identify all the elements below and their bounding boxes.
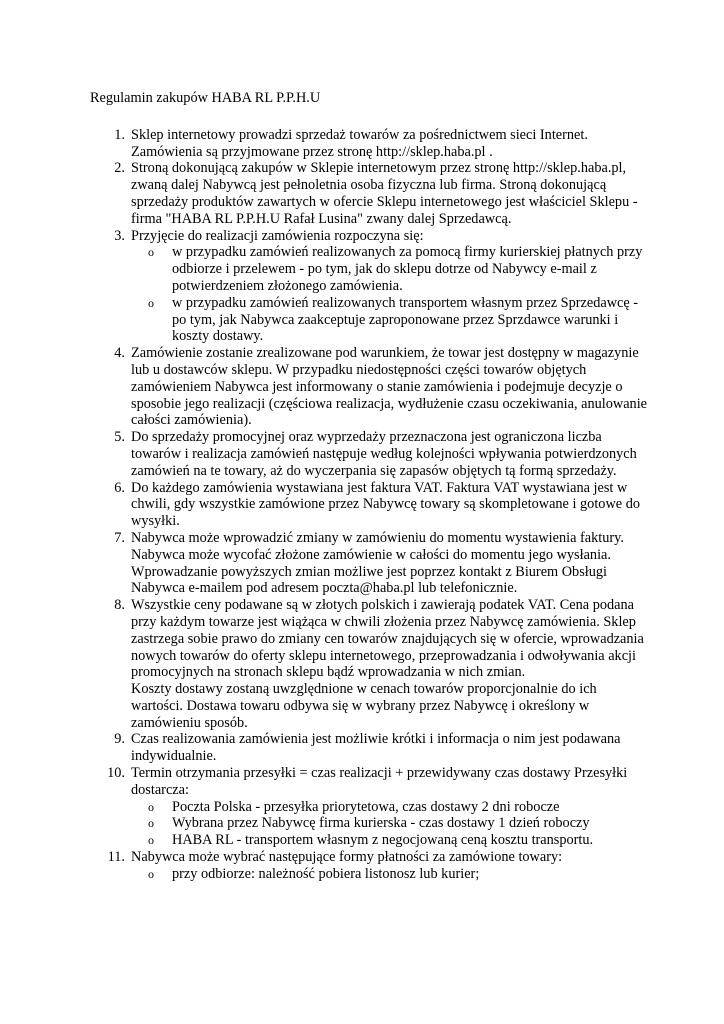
list-item — [114, 227, 650, 346]
list-item-number: 11. — [107, 849, 125, 866]
list-item-text: Termin otrzymania przesyłki = czas realizacji + przewidywany czas dostawy Przesyłki dostarcza: — [131, 765, 628, 798]
circle-bullet-icon: o — [148, 799, 154, 814]
list-item — [114, 160, 650, 227]
sub-list-item — [148, 815, 650, 832]
sub-list — [131, 799, 650, 849]
list-item-text: Nabywca może wprowadzić zmiany w zamówieniu do momentu wystawienia faktury. Nabywca może wycofać złożone zamówienie w całości do momentu jego wysłania. Wprowadzanie powyższych zmian możliwe jest poprzez kontakt z Biurem Obsługi Nabywca e-mailem pod adresem poczta@haba.pl lub telefonicznie. — [131, 529, 624, 597]
sub-list-item — [148, 244, 650, 294]
list-item-number: 6. — [114, 479, 125, 496]
sub-list-item-text: Wybrana przez Nabywcę firma kurierska - czas dostawy 1 dzień roboczy — [172, 815, 590, 832]
sub-list — [131, 866, 650, 883]
regulations-list — [90, 127, 650, 883]
sub-list — [131, 244, 650, 345]
list-item-text: Wszystkie ceny podawane są w złotych polskich i zawierają podatek VAT. Cena podana przy każdym towarze jest wiążąca w chwili złożenia przez Nabywcę zamówienia. Sklep zastrzega sobie prawo do zmiany cen towarów znajdujących się w ofercie, wprowadzania nowych towarów do oferty sklepu internetowego, przeprowadzania i odwoływania akcji promocyjnych na stronach sklepu bądź wprowadzania w nich zmian. — [131, 597, 644, 681]
list-item-text: Przyjęcie do realizacji zamówienia rozpoczyna się: — [131, 227, 424, 244]
list-item-number: 7. — [114, 529, 125, 546]
list-item-text: Zamówienie zostanie zrealizowane pod warunkiem, że towar jest dostępny w magazynie lub u dostawców sklepu. W przypadku niedostępności części towarów objętych zamówieniem Nabywca jest informowany o stanie zamówienia i podejmuje decyzje o sposobie jego realizacji (częściowa realizacja, wydłużenie czasu oczekiwania, anulowanie całości zamówienia). — [131, 345, 648, 429]
circle-bullet-icon: o — [148, 833, 154, 848]
sub-list-item-text: przy odbiorze: należność pobiera listonosz lub kurier; — [172, 865, 480, 882]
circle-bullet-icon: o — [148, 866, 154, 881]
list-item — [114, 345, 650, 429]
list-item-text: Koszty dostawy zostaną uwzględnione w cenach towarów proporcjonalnie do ich wartości. Dostawa towaru odbywa się w wybrany przez Nabywcę i określony w zamówieniu sposób. — [131, 681, 597, 731]
sub-list-item — [148, 294, 650, 345]
list-item — [114, 597, 650, 731]
list-item-number: 5. — [114, 429, 125, 446]
circle-bullet-icon: o — [148, 295, 154, 310]
list-item — [114, 529, 650, 597]
sub-list-item — [148, 832, 650, 849]
circle-bullet-icon: o — [148, 245, 154, 260]
list-item-number: 4. — [114, 345, 125, 362]
list-item-text: Nabywca może wybrać następujące formy płatności za zamówione towary: — [131, 849, 563, 866]
list-item-number: 9. — [114, 731, 125, 748]
list-item — [107, 849, 650, 883]
list-item-number: 10. — [107, 765, 125, 782]
list-item — [114, 731, 650, 765]
list-item-text: Stroną dokonującą zakupów w Sklepie internetowym przez stronę http://sklep.haba.pl, zwaną dalej Nabywcą jest pełnoletnia osoba fizyczna lub firma. Stroną dokonującą sprzedaży produktów zawartych w ofercie Sklepu internetowego jest właściciel Sklepu - firma "HABA RL P.P.H.U Rafał Lusina" zwany dalej Sprzedawcą. — [131, 160, 638, 227]
list-item-number: 8. — [114, 597, 125, 614]
list-item-number: 3. — [114, 227, 125, 244]
list-item — [107, 765, 650, 849]
circle-bullet-icon: o — [148, 816, 154, 831]
list-item — [114, 479, 650, 530]
sub-list-item-text: Poczta Polska - przesyłka priorytetowa, czas dostawy 2 dni robocze — [172, 798, 560, 815]
list-item-number: 2. — [114, 160, 125, 177]
list-item-text: Do każdego zamówienia wystawiana jest faktura VAT. Faktura VAT wystawiana jest w chwili, gdy wszystkie zamówione przez Nabywcę towary są skompletowane i gotowe do wysyłki. — [131, 479, 640, 530]
sub-list-item — [148, 865, 650, 883]
list-item-number: 1. — [114, 126, 125, 143]
sub-list-item-text: w przypadku zamówień realizowanych transportem własnym przez Sprzedawcę - po tym, jak Nabywca zaakceptuje zaproponowane przez Sprzdawce warunki i koszty dostawy. — [172, 294, 639, 345]
list-item-text: Czas realizowania zamówienia jest możliwie krótki i informacja o nim jest podawana indywidualnie. — [131, 731, 621, 765]
list-item-text: Do sprzedaży promocyjnej oraz wyprzedaży przeznaczona jest ograniczona liczba towarów i realizacja zamówień następuje według kolejności wpływania potwierdzonych zamówień na te towary, aż do wyczerpania się zapasów objętych tą formą sprzedaży. — [131, 429, 637, 479]
document-title: Regulamin zakupów HABA RL P.P.H.U — [90, 90, 321, 106]
sub-list-item — [148, 798, 650, 816]
sub-list-item-text: w przypadku zamówień realizowanych za pomocą firmy kurierskiej płatnych przy odbiorze i przelewem - po tym, jak do sklepu dotrze od Nabywcy e-mail z potwierdzeniem złożonego zamówienia. — [172, 244, 643, 294]
list-item — [114, 429, 650, 479]
list-item-text: Sklep internetowy prowadzi sprzedaż towarów za pośrednictwem sieci Internet. Zamówienia są przyjmowane przez stronę http://sklep.haba.pl . — [131, 126, 588, 160]
sub-list-item-text: HABA RL - transportem własnym z negocjowaną ceną kosztu transportu. — [172, 832, 594, 849]
document-page — [90, 90, 650, 883]
list-item — [114, 126, 650, 161]
